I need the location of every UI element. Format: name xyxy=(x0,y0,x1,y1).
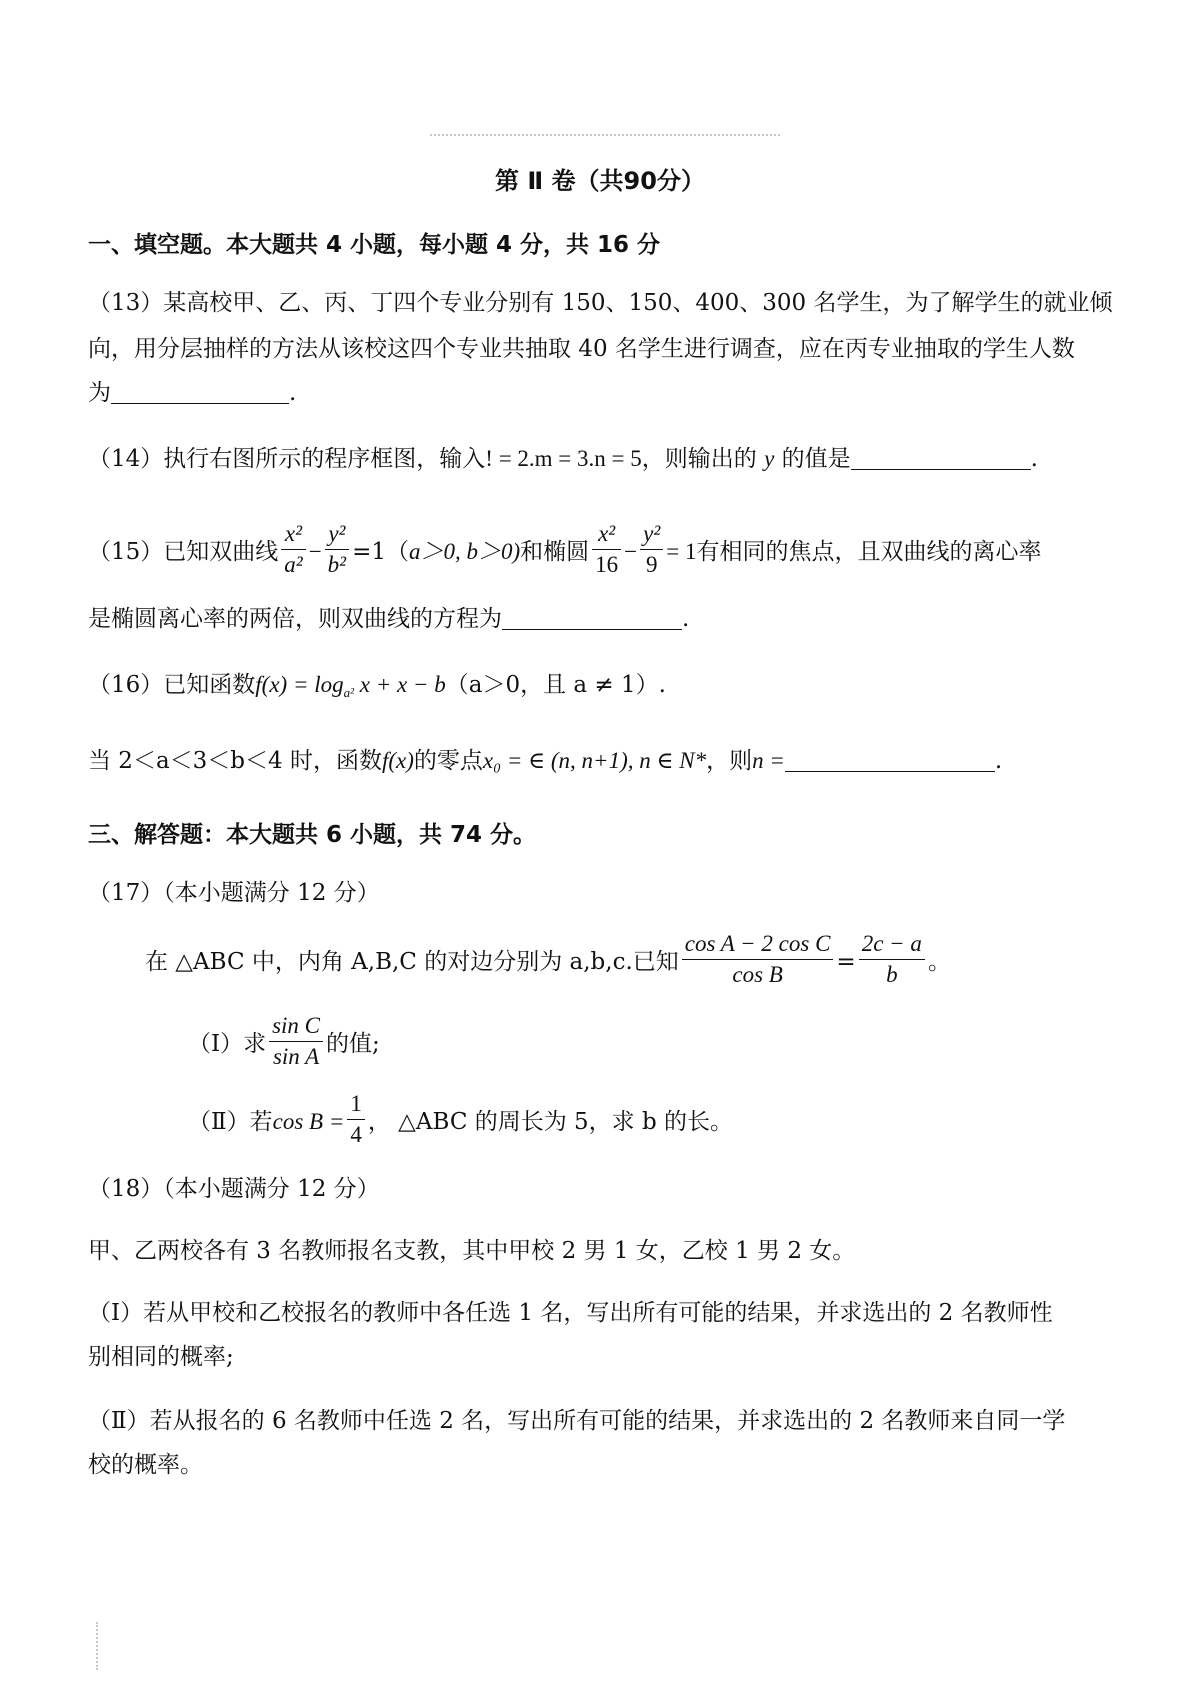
q14-line: （14）执行右图所示的程序框图，输入! = 2.m = 3.n = 5，则输出的 y 的值是 . xyxy=(88,446,1038,472)
footer-dotted-rule xyxy=(96,1622,98,1670)
q15-hyp-frac1: $\frac{\text{x²}}{\text{a²}}$ xyxy=(281,519,305,580)
q17-given-frac-right: $\frac{2c - a}{b}$ xyxy=(859,929,925,990)
q15-ell-frac1: $\frac{\text{x²}}{16}$ xyxy=(592,519,621,580)
q18-part1-line2: 别相同的概率; xyxy=(88,1344,234,1370)
q17-part1: （Ⅰ）求 $\frac{\text{sin C}}{\text{sin A}}$ 的值; xyxy=(188,1012,1124,1076)
q18-part1-line1: （Ⅰ）若从甲校和乙校报名的教师中各任选 1 名，写出所有可能的结果，并求选出的 2 名教师性 xyxy=(88,1300,1053,1326)
q18-stem: 甲、乙两校各有 3 名教师报名支教，其中甲校 2 男 1 女，乙校 1 男 2 女。 xyxy=(88,1238,856,1264)
q17-part1-frac: $\frac{\text{sin C}}{\text{sin A}}$ xyxy=(269,1011,323,1072)
q13-line2: 向，用分层抽样的方法从该校这四个专业共抽取 40 名学生进行调查，应在丙专业抽取的学生人数 xyxy=(88,336,1075,362)
q16-answer-blank[interactable] xyxy=(785,747,995,772)
q17-stem: 在 △ABC 中，内角 A,B,C 的对边分别为 a,b,c.已知 $\frac{\text{cos A − 2 cos C}}{\text{cos B}}$ = $\frac{2c - a}{b}$ 。 xyxy=(145,930,1124,994)
q17-given-frac-left: $\frac{\text{cos A − 2 cos C}}{\text{cos B}}$ xyxy=(682,929,834,990)
q13-line1: （13）某高校甲、乙、丙、丁四个专业分别有 150、150、400、300 名学生，为了解学生的就业倾 xyxy=(88,290,1113,316)
q15-answer-blank[interactable] xyxy=(502,605,682,630)
q16-line2: 当 2＜a＜3＜b＜4 时，函数f(x)的零点x₀ = ∈ (n, n+1), n ∈ N*，则n = . xyxy=(88,748,1003,774)
q17-title: （17）（本小题满分 12 分） xyxy=(88,880,380,906)
q16-line1: （16）已知函数$f(x) = \log_{a^2} x + x - b(a>0$，且 a ≠ 1）. xyxy=(88,672,666,700)
q18-part2-line2: 校的概率。 xyxy=(88,1452,203,1478)
q14-answer-blank[interactable] xyxy=(851,445,1031,470)
q15-ell-frac2: $\frac{\text{y²}}{9}$ xyxy=(640,519,663,580)
section-heading-fill-in: 一、填空题。本大题共 4 小题，每小题 4 分，共 16 分 xyxy=(88,232,661,258)
q18-part2-line1: （Ⅱ）若从报名的 6 名教师中任选 2 名，写出所有可能的结果，并求选出的 2 名教师来自同一学 xyxy=(88,1408,1066,1434)
q14-input-expr: ! = 2.m = 3.n = 5 xyxy=(485,446,642,471)
q18-title: （18）（本小题满分 12 分） xyxy=(88,1176,380,1202)
q17-part2-frac: $\frac{1}{4}$ xyxy=(347,1089,365,1150)
q15-hyp-frac2: $\frac{\text{y²}}{\text{b²}}$ xyxy=(325,519,349,580)
q13-line3: 为 . xyxy=(88,380,297,406)
q15-line1: （15）已知双曲线 $\frac{\text{x²}}{\text{a²}}$ − $\frac{\text{y²}}{\text{b²}}$ =1（a＞0, b＞0)和椭圆 $\frac{\text{x²}}{16}$ − $\frac{\text{y²}}{9}$ = 1有相同的焦点，且双曲线的离心率 xyxy=(88,522,1124,584)
q17-part2: （Ⅱ）若cos B = $\frac{1}{4}$ ， △ABC 的周长为 5，求 b 的长。 xyxy=(188,1090,1124,1154)
volume-title: 第 Ⅱ 卷（共90分） xyxy=(495,167,705,195)
section-heading-solutions: 三、解答题：本大题共 6 小题，共 74 分。 xyxy=(88,822,537,848)
q13-answer-blank[interactable] xyxy=(111,379,289,404)
header-dotted-rule xyxy=(430,134,780,136)
q15-line2: 是椭圆离心率的两倍，则双曲线的方程为 . xyxy=(88,606,690,632)
